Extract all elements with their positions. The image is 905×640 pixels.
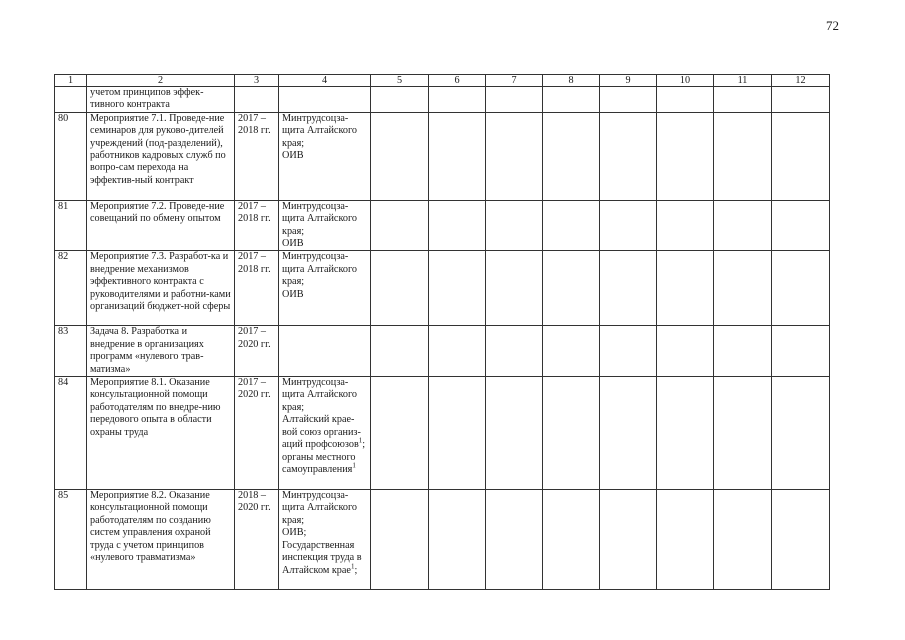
table-row [55,200,830,251]
executor: Государственная инспекция труда в Алтайском крае [282,539,362,576]
executor: ОИВ; [282,527,307,539]
measure-text: Мероприятие 7.1. Проведе-ние семинаров для руково-дителей учреждений (под-разделений), работников кадровых служб по вопро-сам перехода на эффектив-ный контракт [87,112,235,200]
punctuation: ; [354,564,358,576]
table-row [55,377,830,490]
measure-text: Задача 8. Разработка и внедрение в организациях программ «нулевого трав-матизма» [87,326,235,377]
executor: Минтрудсоцза-щита Алтайского края; [282,112,357,149]
row-number: 85 [55,490,87,590]
column-header: 7 [486,75,543,87]
executors-cell [279,200,371,251]
column-header: 4 [279,75,371,87]
footnote-mark: 1 [352,461,356,470]
executor: Минтрудсоцза-щита Алтайского края; [282,200,357,237]
period-cell [235,87,279,113]
period-cell [235,326,279,377]
executors-cell [279,112,371,200]
column-header: 2 [87,75,235,87]
page-number: 72 [826,18,839,33]
executor: ОИВ [282,288,304,300]
row-number [55,87,87,113]
period-end: 2020 гг. [238,338,271,350]
period-start: 2017 – [238,112,267,124]
period-end: 2020 гг. [238,502,271,514]
table-row [55,490,830,590]
column-header: 8 [543,75,600,87]
executors-cell [279,251,371,326]
measure-text: учетом принципов эффек-тивного контракта [87,87,235,113]
period-start: 2017 – [238,326,267,338]
column-header: 11 [714,75,772,87]
executor-with-footnote [282,414,367,451]
footnote-mark: 1 [350,562,355,571]
period-end: 2018 гг. [238,213,271,225]
footnote-mark: 1 [358,436,363,445]
executor: органы местного самоуправления [282,451,356,475]
column-header: 1 [55,75,87,87]
period-start: 2017 – [238,200,267,212]
column-header: 10 [657,75,714,87]
period-end: 2020 гг. [238,389,271,401]
period-cell [235,490,279,590]
measure-text: Мероприятие 7.2. Проведе-ние совещаний по обмену опытом [87,200,235,251]
executor: ОИВ [282,238,304,250]
period-start: 2018 – [238,490,267,502]
executor: Минтрудсоцза-щита Алтайского края; [282,377,357,413]
column-header: 3 [235,75,279,87]
measure-text: Мероприятие 8.1. Оказание консультационной помощи работодателям по внедре-нию передового опыта в области охраны труда [87,377,235,490]
executor-with-footnote [282,540,367,577]
period-cell [235,112,279,200]
executor: Минтрудсоцза-щита Алтайского края; [282,490,357,526]
executors-cell [279,377,371,490]
period-cell [235,200,279,251]
row-number: 80 [55,112,87,200]
program-table [54,74,830,590]
row-number: 81 [55,200,87,251]
column-header: 6 [429,75,486,87]
column-header: 9 [600,75,657,87]
header-row [55,75,830,87]
period-end: 2018 гг. [238,263,271,275]
measure-text: Мероприятие 8.2. Оказание консультационной помощи работодателям по созданию систем управления охраной труда с учетом принципов «нулевого травматизма» [87,490,235,590]
row-number: 84 [55,377,87,490]
executors-cell [279,326,371,377]
executor: Алтайский крае-вой союз организ-аций профсоюзов [282,414,361,451]
period-start: 2017 – [238,377,267,389]
column-header: 12 [772,75,830,87]
executor: ОИВ [282,150,304,162]
table-row [55,112,830,200]
executor-with-footnote [282,452,367,477]
period-start: 2017 – [238,251,267,263]
row-number: 82 [55,251,87,326]
punctuation: ; [362,439,366,451]
table-row [55,251,830,326]
measure-text: Мероприятие 7.3. Разработ-ка и внедрение механизмов эффективного контракта с руководителями и работни-ками организаций бюджет-ной сферы [87,251,235,326]
executors-cell [279,87,371,113]
executors-cell [279,490,371,590]
column-header: 5 [371,75,429,87]
period-end: 2018 гг. [238,125,271,137]
executor: Минтрудсоцза-щита Алтайского края; [282,251,357,288]
row-number: 83 [55,326,87,377]
period-cell [235,377,279,490]
period-cell [235,251,279,326]
table-row [55,87,830,113]
table-row [55,326,830,377]
